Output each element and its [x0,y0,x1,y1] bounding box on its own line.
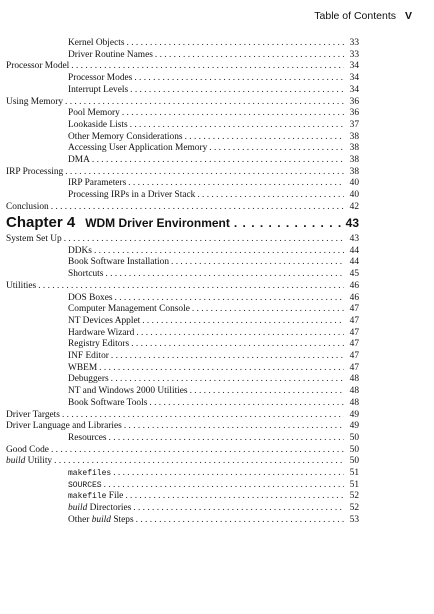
entry-title: Lookaside Lists [68,119,128,130]
leader-dots [234,216,342,230]
entry-title: Shortcuts [68,269,104,280]
toc-subsection-entry [68,154,359,166]
leader-dots [115,292,344,304]
entry-page-number: 47 [349,339,359,350]
entry-title: IRP Processing [6,166,64,177]
leader-dots [94,245,344,257]
leader-dots [192,303,344,315]
running-head-page-number: V [404,10,412,22]
leader-dots [197,189,344,201]
entry-page-number: 47 [349,327,359,338]
entry-page-number: 53 [349,514,359,525]
entry-title: Processor Model [6,61,70,72]
leader-dots [130,84,344,96]
entry-title: Kernel Objects [68,38,125,48]
toc-subsection-entry [68,107,359,119]
entry-title: SOURCES [68,480,102,490]
entry-title: DMA [68,155,90,165]
leader-dots [111,373,344,385]
entry-title: System Set Up [6,234,62,244]
toc-subsection-entry [68,49,359,61]
leader-dots [92,154,344,166]
entry-page-number: 38 [349,155,359,165]
entry-page-number: 45 [349,269,359,280]
leader-dots [62,409,344,421]
entry-page-number: 48 [349,386,359,397]
leader-dots [128,177,344,189]
leader-dots [51,201,344,213]
entry-page-number: 34 [349,73,359,84]
entry-page-number: 48 [349,397,359,408]
entry-title: Driver Language and Libraries [6,421,122,432]
entry-title: Utilities [6,280,37,291]
toc-subsection-entry [68,119,359,131]
toc-subsection-entry [68,189,359,201]
entry-title: DDKs [68,245,92,256]
entry-page-number: 52 [349,491,359,502]
entry-title: Debuggers [68,374,109,385]
entry-page-number: 47 [349,304,359,315]
entry-title: Processing IRPs in a Driver Stack [68,190,196,201]
leader-dots [99,362,344,374]
entry-page-number: 34 [349,84,359,95]
entry-title: makefiles [68,469,112,478]
leader-dots [209,142,344,154]
entry-title: Using Memory [6,96,64,107]
entry-title: Driver Targets [6,409,60,420]
leader-dots [190,385,344,397]
entry-page-number: 44 [349,245,359,256]
entry-title: Accessing User Application Memory [68,143,208,154]
running-head-title: Table of Contents [314,10,396,22]
running-head [314,10,412,22]
entry-title: Driver Routine Names [68,49,153,60]
leader-dots [130,119,344,131]
toc-section-entry [6,166,359,178]
entry-page-number: 40 [349,178,359,189]
entry-title: DOS Boxes [68,292,113,303]
toc-section-entry [6,444,359,456]
entry-title: makefile File [68,491,124,502]
leader-dots [54,455,344,467]
leader-dots [71,60,344,72]
toc-subsection-entry [68,303,359,315]
entry-page-number: 47 [349,362,359,373]
leader-dots [155,49,344,61]
entry-page-number: 38 [349,143,359,154]
toc-subsection-entry [68,256,359,268]
entry-page-number: 33 [349,49,359,60]
leader-dots [122,107,344,119]
entry-page-number: 46 [349,280,359,291]
leader-dots [65,166,344,178]
entry-page-number: 42 [349,201,359,212]
toc-subsection-entry [68,327,359,339]
entry-page-number: 36 [349,96,359,107]
leader-dots [136,327,344,339]
toc-section-entry [6,233,359,245]
entry-title: Pool Memory [68,108,120,119]
chapter-page-number: 43 [345,216,359,230]
entry-title: Book Software Installation [68,257,170,268]
toc-section-entry [6,420,359,432]
leader-dots [125,490,344,502]
toc-subsection-entry [68,37,359,49]
entry-title: NT Devices Applet [68,315,141,326]
toc-section-entry [6,201,359,213]
entry-page-number: 38 [349,131,359,142]
entry-page-number: 43 [349,234,359,244]
entry-page-number: 52 [349,503,359,514]
entry-title: Other Memory Considerations [68,131,183,142]
toc-section-entry [6,409,359,421]
entry-title: NT and Windows 2000 Utilities [68,386,188,397]
chapter-heading [6,214,359,231]
entry-title: Processor Modes [68,73,133,84]
toc-subsection-entry [68,338,359,350]
entry-page-number: 49 [349,409,359,420]
toc-subsection-entry [68,268,359,280]
toc-subsection-entry [68,131,359,143]
toc-subsection-entry [68,177,359,189]
toc-section-entry [6,280,359,292]
leader-dots [104,479,344,491]
leader-dots [38,280,344,292]
entry-page-number: 47 [349,351,359,361]
leader-dots [124,420,344,432]
toc-subsection-entry [68,490,359,502]
toc-subsection-entry [68,292,359,304]
entry-title: Good Code [6,444,49,455]
entry-page-number: 50 [349,456,359,467]
chapter-title: WDM Driver Environment [85,216,230,230]
entry-title: Resources [68,432,107,443]
toc-subsection-entry [68,245,359,257]
entry-page-number: 33 [349,38,359,48]
toc-subsection-entry [68,514,359,526]
entry-page-number: 48 [349,374,359,385]
toc-subsection-entry [68,84,359,96]
entry-title: Book Software Tools [68,397,148,408]
toc-subsection-entry [68,467,359,479]
leader-dots [185,131,344,143]
entry-title: build Directories [68,503,132,514]
entry-title: Registry Editors [68,339,130,350]
toc-subsection-entry [68,315,359,327]
leader-dots [51,444,344,456]
chapter-number: Chapter 4 [6,214,76,231]
entry-page-number: 51 [349,468,359,478]
leader-dots [64,233,344,245]
entry-page-number: 50 [349,444,359,455]
entry-title: Interrupt Levels [68,84,129,95]
leader-dots [109,432,344,444]
toc-subsection-entry [68,362,359,374]
toc-subsection-entry [68,350,359,362]
entry-title: INF Editor [68,351,109,361]
toc-subsection-entry [68,142,359,154]
leader-dots [171,256,344,268]
entry-page-number: 40 [349,190,359,201]
toc-subsection-entry [68,397,359,409]
entry-page-number: 51 [349,479,359,490]
entry-page-number: 50 [349,432,359,443]
toc-subsection-entry [68,502,359,514]
toc-subsection-entry [68,72,359,84]
entry-page-number: 34 [349,61,359,72]
toc-subsection-entry [68,479,359,491]
leader-dots [105,268,344,280]
entry-page-number: 44 [349,257,359,268]
entry-title: IRP Parameters [68,178,127,189]
leader-dots [136,514,344,526]
leader-dots [113,467,344,479]
toc-subsection-entry [68,373,359,385]
leader-dots [65,96,344,108]
toc-section-entry [6,455,359,467]
toc-section-entry [6,96,359,108]
entry-page-number: 46 [349,292,359,303]
entry-page-number: 38 [349,166,359,177]
entry-title: Hardware Wizard [68,327,135,338]
entry-page-number: 49 [349,421,359,432]
leader-dots [133,502,344,514]
entry-title: build Utility [6,456,53,467]
entry-title: WBEM [68,362,98,373]
toc-subsection-entry [68,432,359,444]
toc-subsection-entry [68,385,359,397]
leader-dots [127,37,345,49]
leader-dots [149,397,344,409]
entry-title: Other build Steps [68,514,134,525]
entry-title: Conclusion [6,201,49,212]
toc-section-entry [6,60,359,72]
leader-dots [142,315,344,327]
entry-page-number: 36 [349,108,359,119]
leader-dots [134,72,344,84]
leader-dots [111,350,344,362]
entry-page-number: 47 [349,315,359,326]
leader-dots [131,338,344,350]
entry-page-number: 37 [349,119,359,130]
entry-title: Computer Management Console [68,304,190,315]
